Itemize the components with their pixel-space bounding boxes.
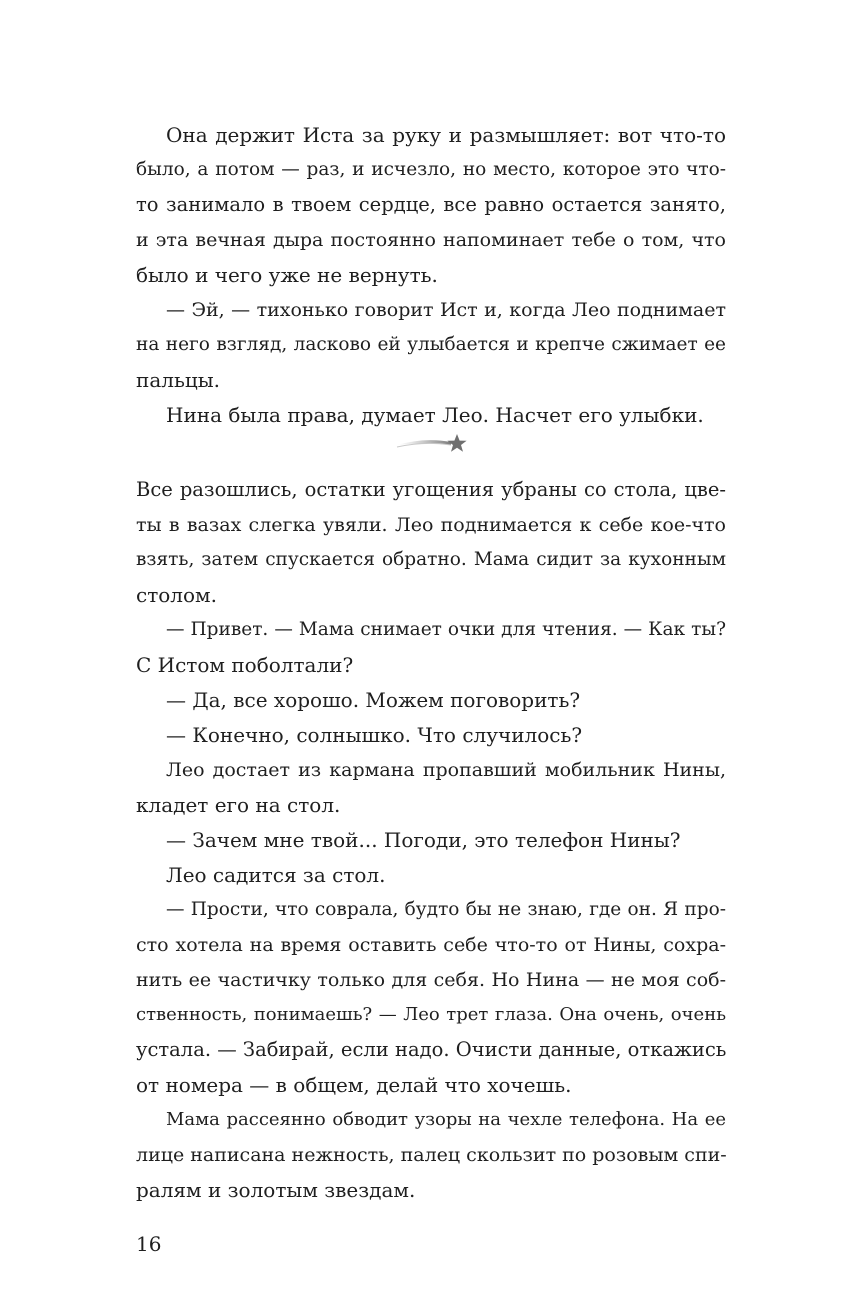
text-line: С Истом поболтали?	[136, 653, 354, 677]
text-line: столом.	[136, 583, 217, 607]
text-line: нить ее частичку только для себя. Но Нина — не моя соб-	[136, 969, 726, 991]
text-line: кладет его на стол.	[136, 793, 341, 817]
text-line: взять, затем спускается обратно. Мама сидит за кухонным	[136, 549, 726, 570]
text-line: — Эй, — тихонько говорит Ист и, когда Лео поднимает	[166, 299, 726, 321]
text-line: лице написана нежность, палец скользит по розовым спи-	[136, 1144, 727, 1166]
text-line: от номера — в общем, делай что хочешь.	[136, 1073, 572, 1097]
text-line: Лео садится за стол.	[166, 863, 386, 887]
text-line: было и чего уже не вернуть.	[136, 263, 438, 287]
text-line: ственность, понимаешь? — Лео трет глаза. Она очень, очень	[136, 1004, 726, 1025]
text-line: устала. — Забирай, если надо. Очисти данные, откажись	[136, 1038, 727, 1061]
text-line: — Привет. — Мама снимает очки для чтения. — Как ты?	[166, 619, 726, 640]
text-line: и эта вечная дыра постоянно напоминает тебе о том, что	[136, 229, 726, 251]
text-line: сто хотела на время оставить себе что-то от Нины, сохра-	[136, 934, 726, 956]
text-line: Она держит Иста за руку и размышляет: вот что-то	[166, 123, 726, 147]
shooting-star-icon	[395, 431, 469, 457]
text-line: — Конечно, солнышко. Что случилось?	[166, 723, 583, 747]
text-line: было, а потом — раз, и исчезло, но место, которое это что-	[136, 159, 726, 180]
text-line: Нина была права, думает Лео. Насчет его улыбки.	[166, 403, 704, 427]
text-line: — Зачем мне твой... Погоди, это телефон Нины?	[166, 828, 681, 852]
text-line: Мама рассеянно обводит узоры на чехле телефона. На ее	[166, 1109, 726, 1130]
text-line: ралям и золотым звездам.	[136, 1178, 416, 1202]
text-line: то занимало в твоем сердце, все равно остается занято,	[136, 193, 726, 216]
text-line: — Да, все хорошо. Можем поговорить?	[166, 688, 581, 712]
page-number: 16	[136, 1232, 162, 1256]
text-line: Лео достает из кармана пропавший мобильник Нины,	[166, 759, 726, 781]
text-line: — Прости, что соврала, будто бы не знаю, где он. Я про-	[166, 899, 726, 920]
text-line: на него взгляд, ласково ей улыбается и крепче сжимает ее	[136, 334, 726, 355]
text-line: ты в вазах слегка увяли. Лео поднимается к себе кое-что	[136, 514, 726, 536]
text-line: Все разошлись, остатки угощения убраны со стола, цве-	[136, 478, 726, 501]
text-line: пальцы.	[136, 368, 220, 392]
